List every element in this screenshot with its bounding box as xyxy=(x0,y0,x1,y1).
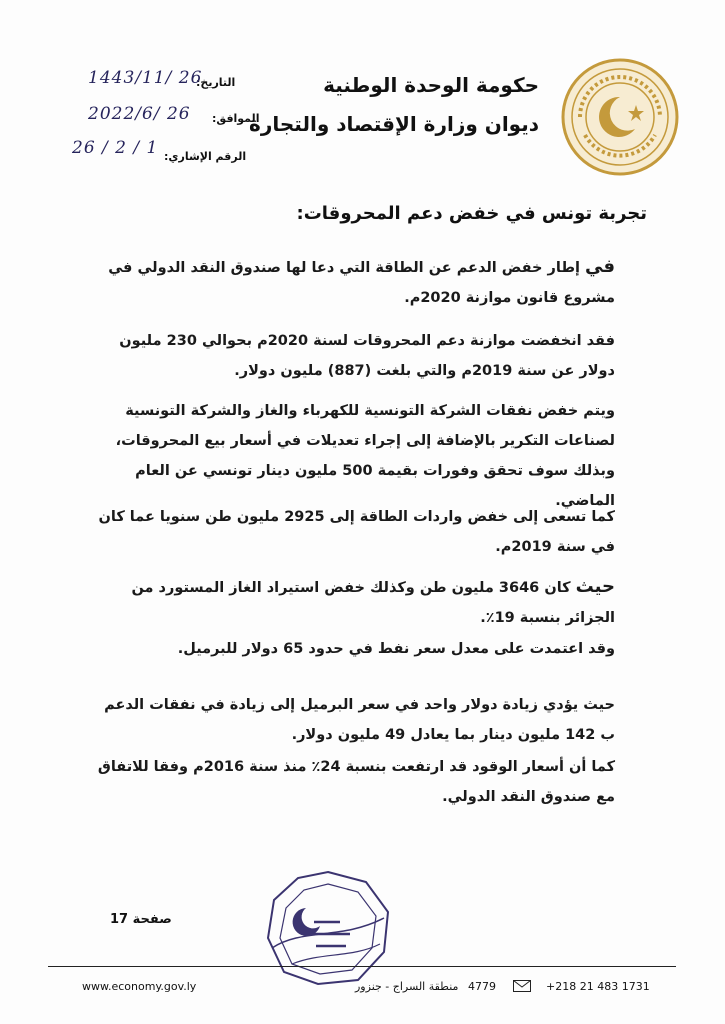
official-stamp xyxy=(262,868,394,988)
footer-po-box: 4779 xyxy=(468,980,496,993)
paragraph-text: وقد اعتمدت على معدل سعر نفط في حدود 65 دولار للبرميل. xyxy=(177,641,615,657)
paragraph-1 xyxy=(95,252,615,313)
paragraph-6 xyxy=(95,634,615,664)
paragraph-text: كما تسعى إلى خفض واردات الطاقة إلى 2925 مليون طن سنويا عما كان في سنة 2019م. xyxy=(98,509,615,555)
footer-divider xyxy=(48,966,676,967)
paragraph-lead: في xyxy=(585,256,615,277)
paragraph-text: كان 3646 مليون طن وكذلك خفض استيراد الغاز المستورد من الجزائر بنسبة 19٪. xyxy=(131,580,615,626)
paragraph-text: فقد انخفضت موازنة دعم المحروقات لسنة 2020م بحوالي 230 مليون دولار عن سنة 2019م والتي بلغت (887) مليون دولار. xyxy=(119,333,615,379)
page-number: صفحة 17 xyxy=(110,912,172,927)
paragraph-4 xyxy=(95,502,615,562)
government-seal-emblem xyxy=(560,57,680,177)
footer-phone: +218 21 483 1731 xyxy=(546,980,650,993)
paragraph-2 xyxy=(95,326,615,386)
paragraph-text: ويتم خفض نفقات الشركة التونسية للكهرباء والغاز والشركة التونسية لصناعات التكرير بالإضافة إلى إجراء تعديلات في أسعار بيع المحروقات، وبذلك سوف تحقق وفورات بقيمة 500 مليون دينار تونسي عن العام الماضي. xyxy=(115,403,615,509)
footer-website[interactable]: www.economy.gov.ly xyxy=(82,980,197,993)
paragraph-text: حيث يؤدي زيادة دولار واحد في سعر البرميل إلى زيادة في نفقات الدعم ب 142 مليون دينار بما يعادل 49 مليون دولار. xyxy=(104,697,615,743)
reference-number-value: 26 / 2 / 1 xyxy=(72,138,159,158)
date-label: التاريخ: xyxy=(196,76,236,89)
paragraph-3 xyxy=(95,396,615,516)
corresponding-date-value: 2022/6/ 26 xyxy=(88,104,191,124)
document-heading: تجربة تونس في خفض دعم المحروقات: xyxy=(296,203,647,224)
government-title: حكومة الوحدة الوطنية xyxy=(323,73,539,97)
footer-address: منطقة السراج - جنزور xyxy=(355,980,459,993)
date-value: 1443/11/ 26 xyxy=(88,68,203,88)
ministry-title: ديوان وزارة الإقتصاد والتجارة xyxy=(249,112,539,136)
corresponding-date-label: الموافق: xyxy=(212,112,260,125)
paragraph-7 xyxy=(95,690,615,750)
paragraph-5 xyxy=(95,572,615,633)
reference-number-label: الرقم الإشاري: xyxy=(164,150,247,163)
paragraph-text: إطار خفض الدعم عن الطاقة التي دعا لها صندوق النقد الدولي في مشروع قانون موازنة 2020م. xyxy=(108,260,615,306)
paragraph-text: كما أن أسعار الوقود قد ارتفعت بنسبة 24٪ منذ سنة 2016م وفقا للاتفاق مع صندوق النقد الدولي. xyxy=(97,759,615,805)
mail-icon xyxy=(513,980,531,992)
paragraph-lead: حيث xyxy=(575,576,615,597)
paragraph-8 xyxy=(95,752,615,812)
